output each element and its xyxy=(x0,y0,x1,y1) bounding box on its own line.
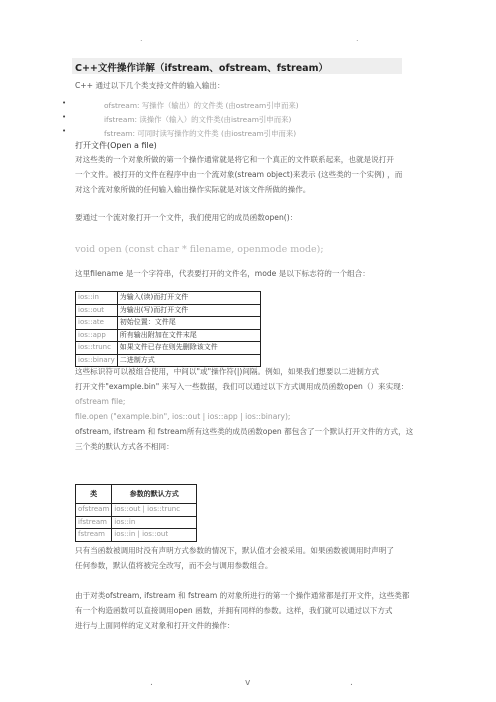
column-header-default-mode: 参数的默认方式 xyxy=(112,485,197,504)
intro-text: C++ 通过以下几个类支持文件的输入输出： xyxy=(75,81,225,90)
table-row xyxy=(76,504,197,517)
mode-flag: ios::ate xyxy=(76,317,118,330)
table-header-row xyxy=(76,485,197,504)
table-row xyxy=(76,304,261,317)
mode-desc: 初始位置：文件尾 xyxy=(117,317,260,330)
class-name: ofstream xyxy=(76,504,112,517)
para-constructor-line2: 有一个构造函数可以直接调用open 函数，并拥有同样的参数。这样，我们就可以通过以下方式 xyxy=(75,606,393,615)
para-constructor-line1: 由于对类ofstream, ifstream 和 fstream 的对象所进行的第一个操作通常都是打开文件，这些类都 xyxy=(75,591,410,600)
default-mode: ios::out | ios::trunc xyxy=(112,504,197,517)
mode-desc: 所有输出附加在文件末尾 xyxy=(117,329,260,342)
bullet-icon: • xyxy=(62,113,67,121)
header-dot-right: . xyxy=(356,34,359,43)
mode-flag: ios::in xyxy=(76,292,118,305)
mode-flag: ios::binary xyxy=(76,354,118,367)
para-default-note-line1: 只有当函数被调用时没有声明方式参数的情况下，默认值才会被采用。如果函数被调用时声明了 xyxy=(75,546,394,555)
code-line-1: ofstream file; xyxy=(75,397,126,406)
mode-desc: 二进制方式 xyxy=(117,354,260,367)
code-open-signature: void open (const char * filename, openmode mode); xyxy=(75,244,324,255)
column-header-class: 类 xyxy=(76,485,112,504)
default-mode: ios::in xyxy=(112,516,197,529)
para-default-mode-line2: 三个类的默认方式各不相同： xyxy=(75,442,174,451)
mode-flag: ios::app xyxy=(76,329,118,342)
mode-flag: ios::out xyxy=(76,304,118,317)
para-open-line1: 对这些类的一个对象所做的第一个操作通常就是将它和一个真正的文件联系起来，也就是说打开 xyxy=(75,155,394,164)
table-row xyxy=(76,529,197,542)
para-flags-combine-line2: 打开文件"example.bin" 来写入一些数据，我们可以通过以下方式调用成员函数open（）来实现： xyxy=(75,382,409,391)
para-constructor-line3: 进行与上面同样的定义对象和打开文件的操作： xyxy=(75,621,235,630)
bullet-icon: • xyxy=(62,99,67,107)
bullet-icon: • xyxy=(62,127,67,135)
default-mode-table xyxy=(75,484,197,542)
footer-dot-right: . xyxy=(350,678,353,688)
bullet-item-ofstream: ofstream: 写操作（输出）的文件类 (由ostream引申而来) xyxy=(104,101,299,110)
para-default-note-line2: 任何参数，默认值将被完全改写，而不会与调用参数组合。 xyxy=(75,561,273,570)
para-open-method: 要通过一个流对象打开一个文件，我们使用它的成员函数open()： xyxy=(75,213,298,222)
mode-flags-table xyxy=(75,291,261,367)
code-line-2: file.open ("example.bin", ios::out | ios::app | ios::binary); xyxy=(75,412,291,421)
para-filename-mode: 这里filename 是一个字符串，代表要打开的文件名，mode 是以下标志符的一个组合： xyxy=(75,269,370,278)
mode-desc: 如果文件已存在则先删除该文件 xyxy=(117,342,260,355)
table-row xyxy=(76,292,261,305)
footer-dot-left: . xyxy=(150,678,153,688)
default-mode: ios::in | ios::out xyxy=(112,529,197,542)
table-row xyxy=(76,516,197,529)
class-name: fstream xyxy=(76,529,112,542)
table-row xyxy=(76,317,261,330)
mode-desc: 为输入(读)而打开文件 xyxy=(117,292,260,305)
mode-desc: 为输出(写)而打开文件 xyxy=(117,304,260,317)
para-open-line2: 一个文件。被打开的文件在程序中由一个流对象(stream object)来表示 (这些类的一个实例) ，而 xyxy=(75,170,403,179)
table-row xyxy=(76,342,261,355)
section-heading-open: 打开文件(Open a file) xyxy=(75,141,157,150)
para-open-line3: 对这个流对象所做的任何输入输出操作实际就是对该文件所做的操作。 xyxy=(75,185,311,194)
para-flags-combine-line1: 这些标识符可以被组合使用，中间以"或"操作符(|)间隔。例如，如果我们想要以二进制方式 xyxy=(75,367,380,376)
page-title: C++文件操作详解（ifstream、ofstream、fstream） xyxy=(75,63,328,74)
table-row xyxy=(76,329,261,342)
bullet-item-fstream: fstream: 可同时读写操作的文件类 (由iostream引申而来) xyxy=(104,129,297,138)
header-dot-left: . xyxy=(140,34,143,43)
footer-mark-center: v xyxy=(245,678,251,688)
mode-flag: ios::trunc xyxy=(76,342,118,355)
class-name: ifstream xyxy=(76,516,112,529)
bullet-item-ifstream: ifstream: 读操作（输入）的文件类(由istream引申而来) xyxy=(104,115,292,124)
para-default-mode-line1: ofstream, ifstream 和 fstream所有这些类的成员函数open 都包含了一个默认打开文件的方式，这 xyxy=(75,427,414,436)
